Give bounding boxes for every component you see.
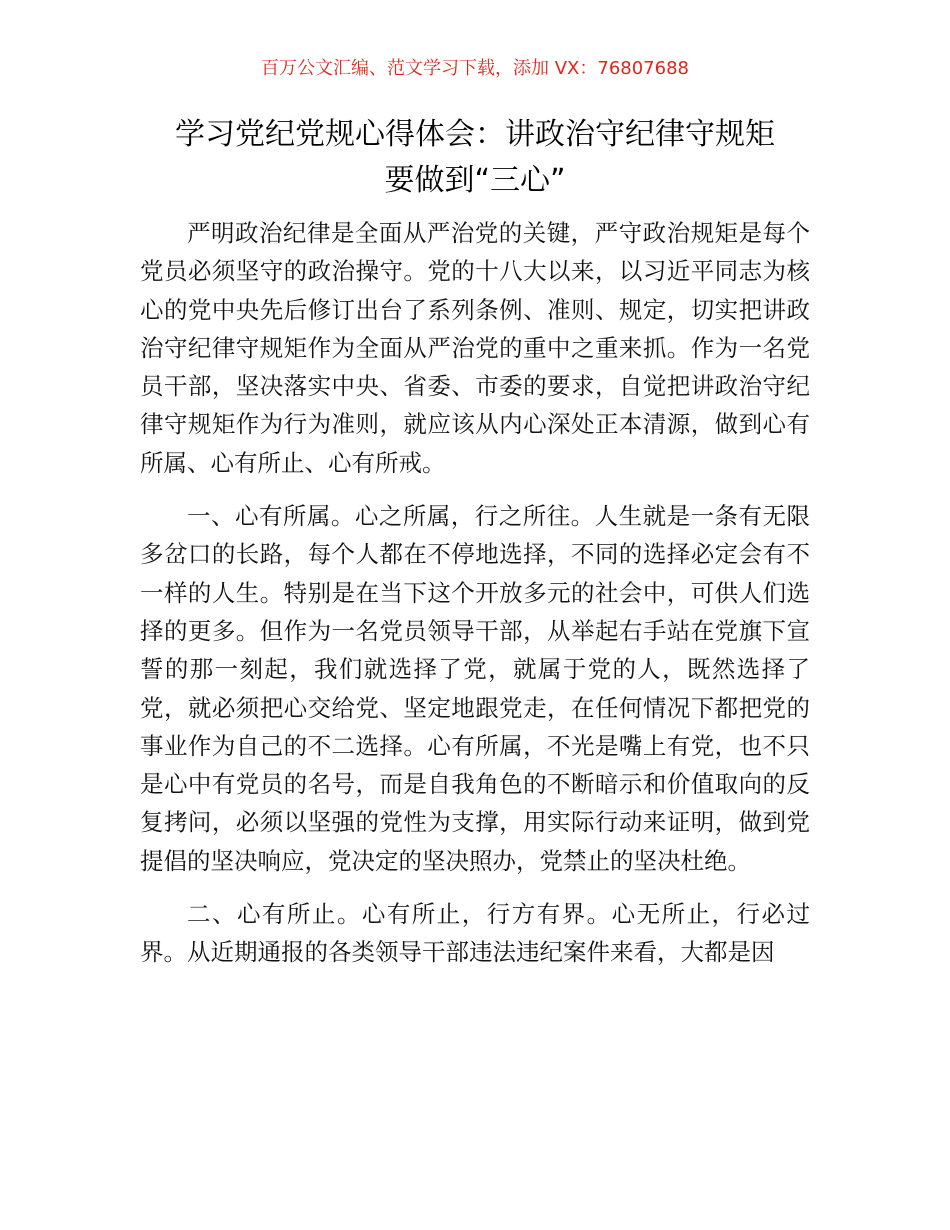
paragraph-section-1: 一、心有所属。心之所属，行之所往。人生就是一条有无限多岔口的长路，每个人都在不停地选择，不同的选择必定会有不一样的人生。特别是在当下这个开放多元的社会中，可供人们选择的更多。但作为一名党员领导干部，从举起右手站在党旗下宣誓的那一刻起，我们就选择了党，就属于党的人，既然选择了党，就必须把心交给党、坚定地跟党走，在任何情况下都把党的事业作为自己的不二选择。心有所属，不光是嘴上有党，也不只是心中有党员的名号，而是自我角色的不断暗示和价值取向的反复拷问，必须以坚强的党性为支撑，用实际行动来证明，做到党提倡的坚决响应，党决定的坚决照办，党禁止的坚决杜绝。 [140, 502, 810, 875]
title-line-1: 学习党纪党规心得体会：讲政治守纪律守规矩 [175, 117, 775, 152]
paragraph-section-2: 二、心有所止。心有所止，行方有界。心无所止，行必过界。从近期通报的各类领导干部违法违纪案件来看，大都是因 [140, 900, 810, 967]
watermark-header: 百万公文汇编、范文学习下载，添加 VX：76807688 [261, 58, 689, 79]
title-line-2: 要做到“三心” [384, 163, 566, 198]
document-title [140, 112, 810, 204]
paragraph-intro: 严明政治纪律是全面从严治党的关键，严守政治规矩是每个党员必须坚守的政治操守。党的十八大以来，以习近平同志为核心的党中央先后修订出台了系列条例、准则、规定，切实把讲政治守纪律守规矩作为全面从严治党的重中之重来抓。作为一名党员干部，坚决落实中央、省委、市委的要求，自觉把讲政治守纪律守规矩作为行为准则，就应该从内心深处正本清源，做到心有所属、心有所止、心有所戒。 [140, 219, 810, 477]
document-body [140, 214, 810, 987]
